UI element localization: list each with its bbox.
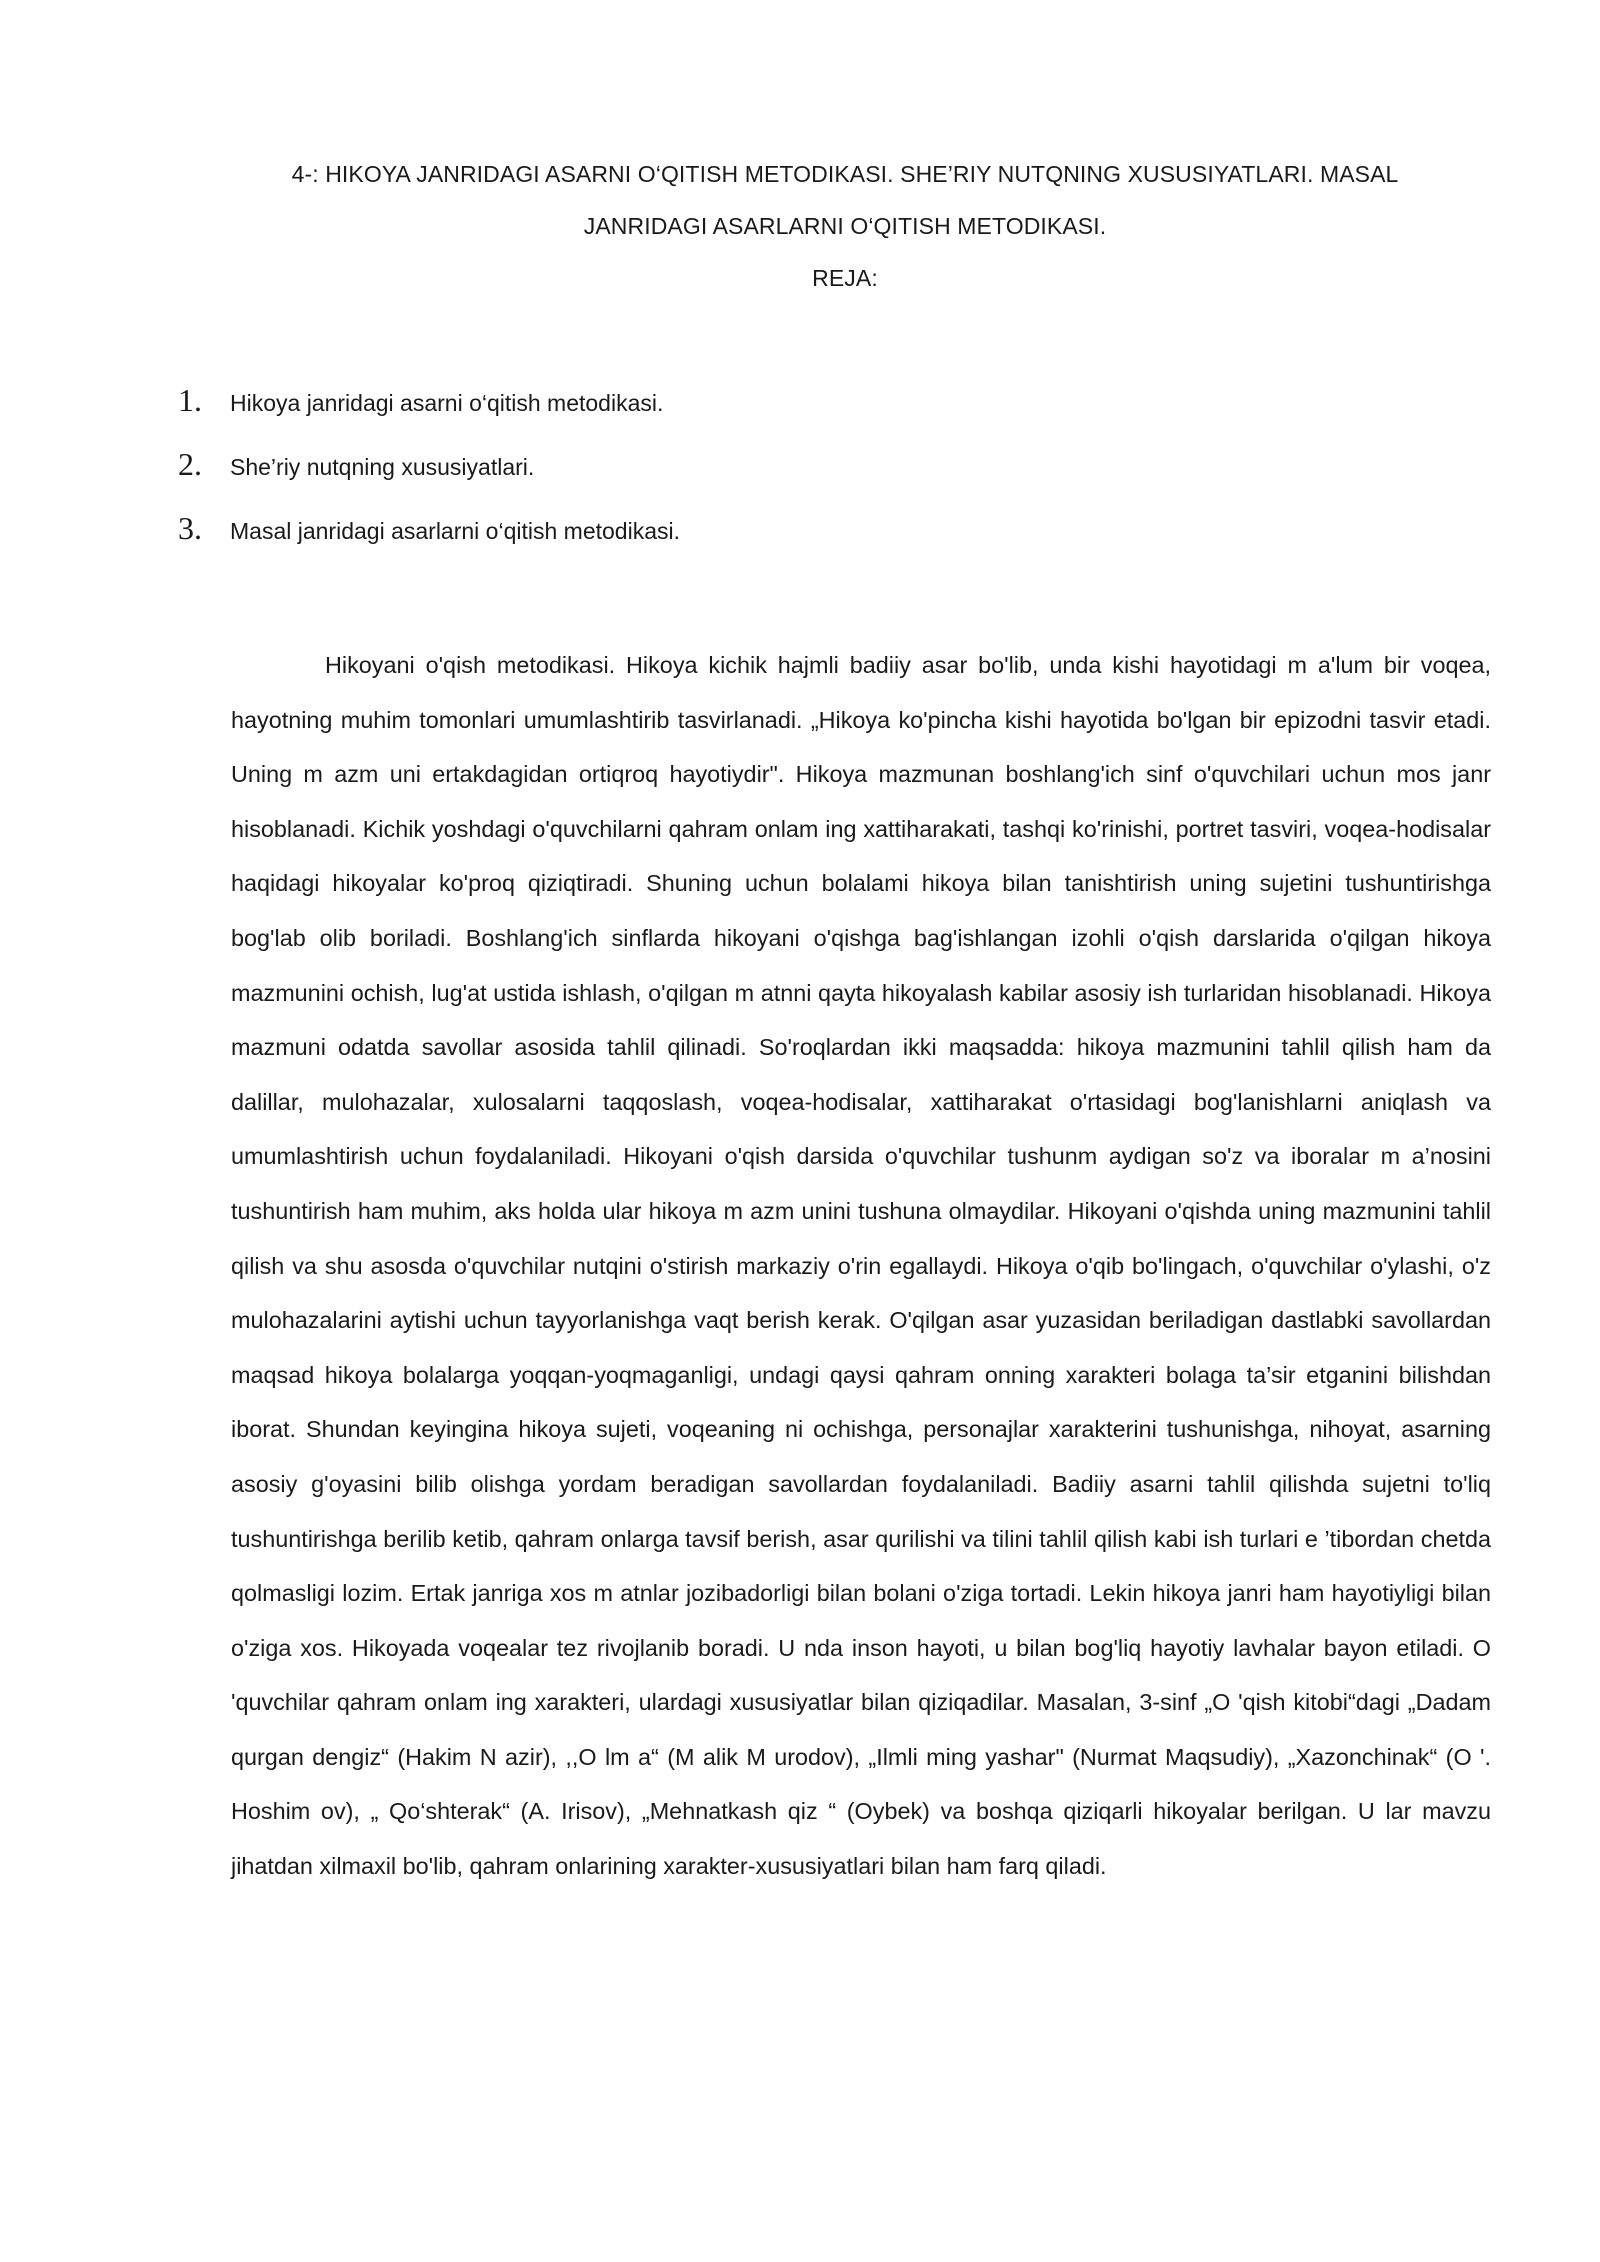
plan-item-number: 1.	[178, 382, 202, 418]
plan-item-text: Masal janridagi asarlarni o‘qitish metodikasi.	[230, 518, 680, 544]
document-title	[240, 148, 1450, 304]
plan-item-number: 3.	[178, 510, 202, 546]
plan-item-text: She’riy nutqning xususiyatlari.	[230, 454, 535, 480]
plan-heading: REJA:	[812, 265, 878, 291]
plan-item-text: Hikoya janridagi asarni o‘qitish metodikasi.	[230, 390, 664, 416]
plan-item-number: 2.	[178, 446, 202, 482]
plan-list	[178, 382, 1278, 574]
plan-item	[178, 382, 1278, 446]
body-paragraph: Hikoyani o'qish metodikasi. Hikoya kichik hajmli badiiy asar bo'lib, unda kishi hayotidagi m a'lum bir voqea, hayotning muhim tomonlari umumlashtirib tasvirlanadi. „Hikoya ko'pincha kishi hayotida bo'lgan bir epizodni tasvir etadi. Uning m azm uni ertakdagidan ortiqroq hayotiydir". Hikoya mazmunan boshlang'ich sinf o'quvchilari uchun mos janr hisoblanadi. Kichik yoshdagi o'quvchilarni qahram onlam ing xattiharakati, tashqi ko'rinishi, portret tasviri, voqea-hodisalar haqidagi hikoyalar ko'proq qiziqtiradi. Shuning uchun bolalami hikoya bilan tanishtirish uning sujetini tushuntirishga bog'lab olib boriladi. Boshlang'ich sinflarda hikoyani o'qishga bag'ishlangan izohli o'qish darslarida o'qilgan hikoya mazmunini ochish, lug'at ustida ishlash, o'qilgan m atnni qayta hikoyalash kabilar asosiy ish turlaridan hisoblanadi. Hikoya mazmuni odatda savollar asosida tahlil qilinadi. So'roqlardan ikki maqsadda: hikoya mazmunini tahlil qilish ham da dalillar, mulohazalar, xulosalarni taqqoslash, voqea-hodisalar, xattiharakat o'rtasidagi bog'lanishlarni aniqlash va umumlashtirish uchun foydalaniladi. Hikoyani o'qish darsida o'quvchilar tushunm aydigan so'z va iboralar m a’nosini tushuntirish ham muhim, aks holda ular hikoya m azm unini tushuna olmaydilar. Hikoyani o'qishda uning mazmunini tahlil qilish va shu asosda o'quvchilar nutqini o'stirish markaziy o'rin egallaydi. Hikoya o'qib bo'lingach, o'quvchilar o'ylashi, o'z mulohazalarini aytishi uchun tayyorlanishga vaqt berish kerak. O'qilgan asar yuzasidan beriladigan dastlabki savollardan maqsad hikoya bolalarga yoqqan-yoqmaganligi, undagi qaysi qahram onning xarakteri bolaga ta’sir etganini bilishdan iborat. Shundan keyingina hikoya sujeti, voqeaning ni ochishga, personajlar xarakterini tushunishga, nihoyat, asarning asosiy g'oyasini bilib olishga yordam beradigan savollardan foydalaniladi. Badiiy asarni tahlil qilishda sujetni to'liq tushuntirishga berilib ketib, qahram onlarga tavsif berish, asar qurilishi va tilini tahlil qilish kabi ish turlari e ’tibordan chetda qolmasligi lozim. Ertak janriga xos m atnlar jozibadorligi bilan bolani o'ziga tortadi. Lekin hikoya janri ham hayotiyligi bilan o'ziga xos. Hikoyada voqealar tez rivojlanib boradi. U nda inson hayoti, u bilan bog'liq hayotiy lavhalar bayon etiladi. O 'quvchilar qahram onlam ing xarakteri, ulardagi xususiyatlar bilan qiziqadilar. Masalan, 3-sinf „O 'qish kitobi“dagi „Dadam qurgan dengiz“ (Hakim N azir), ,,O lm a“ (M alik M urodov), „Ilmli ming yashar" (Nurmat Maqsudiy), „Xazonchinak“ (O '. Hoshim ov), „ Qo‘shterak“ (A. Irisov), „Mehnatkash qiz “ (Oybek) va boshqa qiziqarli hikoyalar berilgan. U lar mavzu jihatdan xilmaxil bo'lib, qahram onlarining xarakter-xususiyatlari bilan ham farq qiladi.	[231, 652, 1491, 1880]
plan-item	[178, 510, 1278, 574]
plan-item	[178, 446, 1278, 510]
title-line-1: 4-: HIKOYA JANRIDAGI ASARNI O‘QITISH METODIKASI. SHE’RIY NUTQNING XUSUSIYATLARI. MASAL	[291, 161, 1399, 187]
title-line-2: JANRIDAGI ASARLARNI O‘QITISH METODIKASI.	[583, 213, 1107, 239]
